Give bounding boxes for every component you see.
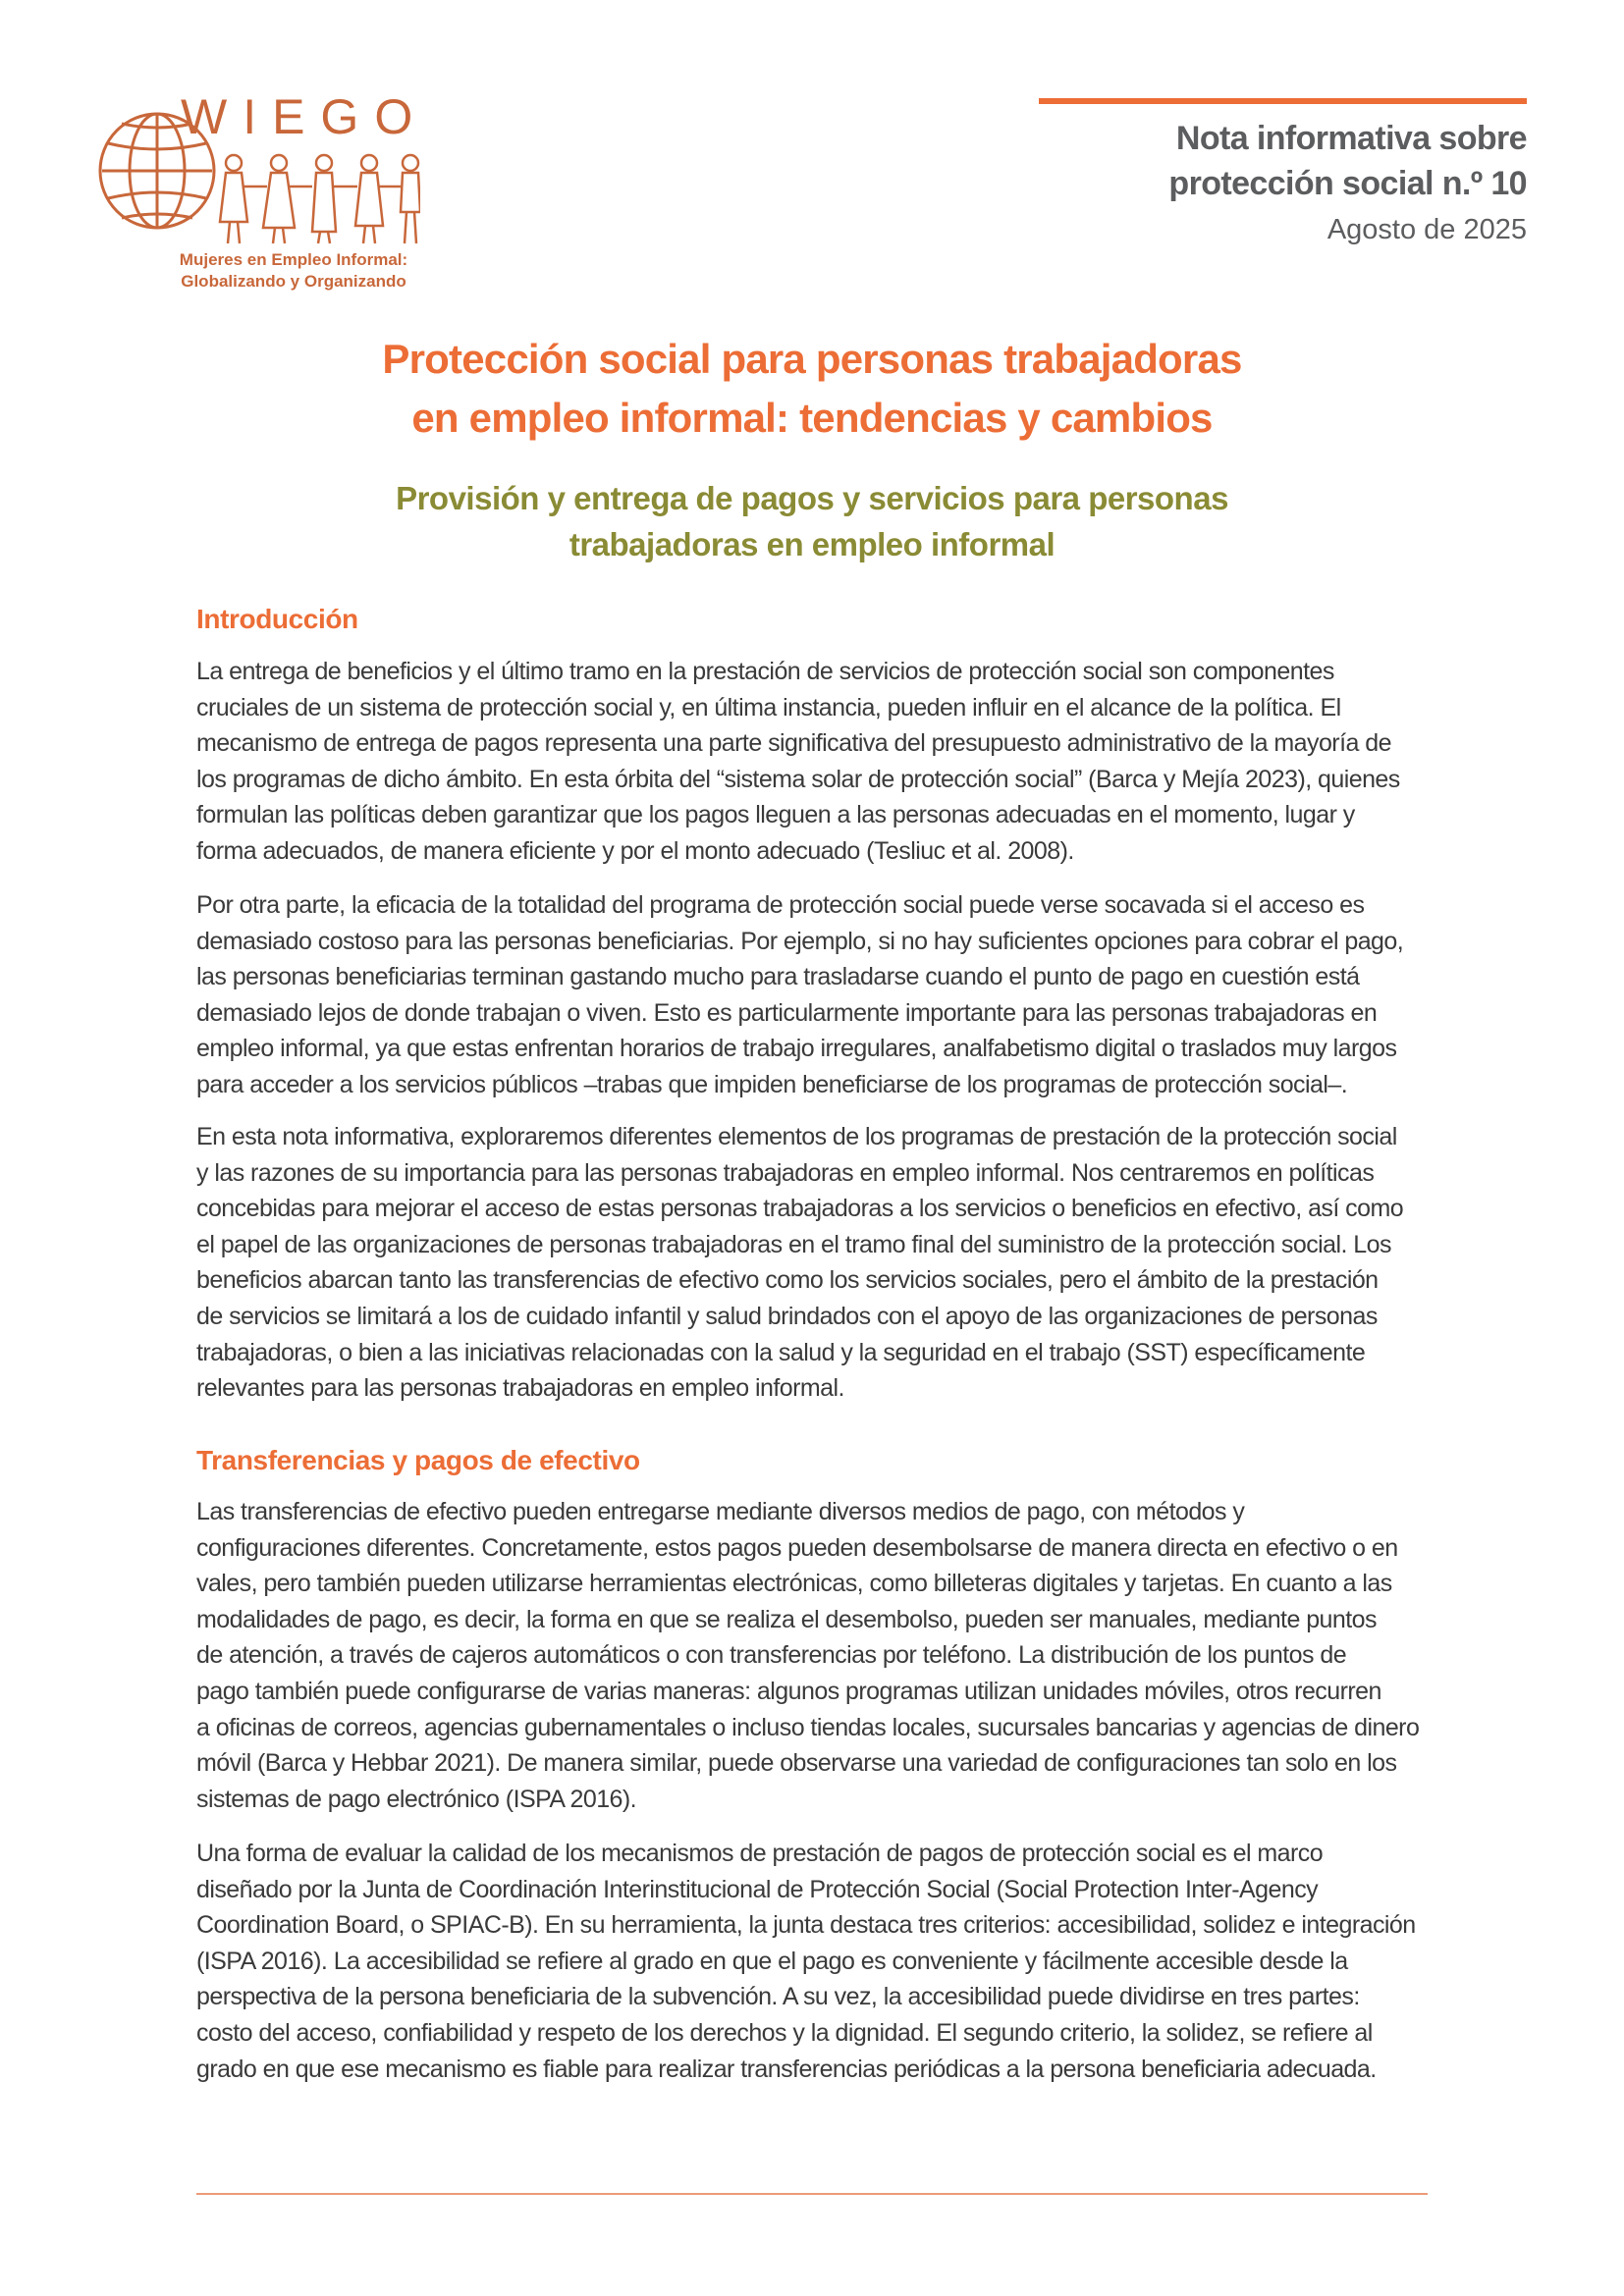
wiego-logo [96,89,429,298]
text-line: diseñado por la Junta de Coordinación Interinstitucional de Protección Social (Social Protection Inter-Agency [196,1875,1319,1903]
document-title [196,330,1428,448]
text-line: cruciales de un sistema de protección social y, en última instancia, pueden influir en el alcance de la política. El [196,693,1341,721]
text-line: empleo informal, ya que estas enfrentan horarios de trabajo irregulares, analfabetismo digital o traslados muy largos [196,1035,1397,1063]
text-line: configuraciones diferentes. Concretamente, estos pagos pueden desembolsarse de manera directa en efectivo o en [196,1533,1398,1562]
paragraph [196,887,1432,1103]
text-line: Una forma de evaluar la calidad de los mecanismos de prestación de pagos de protección social es el marco [196,1840,1324,1867]
text-line: las personas beneficiarias terminan gastando mucho para trasladarse cuando el punto de pago en cuestión está [196,963,1360,991]
paragraph [196,1494,1432,1817]
note-title-line: Nota informativa sobre [1175,120,1527,157]
text-line: de servicios se limitará a los de cuidado infantil y salud brindados con el apoyo de las organizaciones de personas [196,1302,1378,1330]
text-line: grado en que ese mecanismo es fiable para realizar transferencias periódicas a la persona beneficiaria adecuada. [196,2055,1377,2083]
paragraph [196,1119,1432,1407]
header-accent-rule [1039,98,1527,104]
text-line: trabajadoras, o bien a las iniciativas relacionadas con la salud y la seguridad en el trabajo (SST) específicamente [196,1338,1366,1366]
text-line: sistemas de pago electrónico (ISPA 2016). [196,1785,637,1813]
text-line: para acceder a los servicios públicos –trabas que impiden beneficiarse de los programas de protección social–. [196,1070,1348,1098]
footer-rule [196,2193,1428,2195]
paragraph [196,654,1432,870]
text-line: móvil (Barca y Hebbar 2021). De manera similar, puede observarse una variedad de configuraciones tan solo en los [196,1749,1397,1778]
logo-tagline-line: Globalizando y Organizando [181,272,406,291]
text-line: formulan las políticas deben garantizar que los pagos lleguen a las personas adecuadas en el momento, lugar y [196,801,1355,829]
document-subtitle-line: trabajadoras en empleo informal [568,526,1056,562]
text-line: perspectiva de la persona beneficiaria de la subvención. A su vez, la accesibilidad puede dividirse en tres partes: [196,1983,1360,2011]
text-line: relevantes para las personas trabajadoras en empleo informal. [196,1374,844,1403]
logo-tagline [165,249,422,293]
note-info [1168,116,1527,251]
text-line: forma adecuados, de manera eficiente y por el monto adecuado (Tesliuc et al. 2008). [196,836,1074,865]
note-title-line: protección social n.º 10 [1168,165,1527,202]
text-line: Coordination Board, o SPIAC-B). En su herramienta, la junta destaca tres criterios: accesibilidad, solidez e integración [196,1911,1416,1940]
note-date: Agosto de 2025 [1326,214,1527,245]
text-line: de atención, a través de cajeros automáticos o con transferencias por teléfono. La distribución de los puntos de [196,1641,1347,1670]
text-line: concebidas para mejorar el acceso de estas personas trabajadoras a los servicios o beneficios en efectivo, así como [196,1195,1404,1223]
paragraph [196,1836,1432,2087]
text-line: pago también puede configurarse de varias maneras: algunos programas utilizan unidades móviles, otros recurren [196,1677,1381,1705]
text-line: demasiado costoso para las personas beneficiarias. Por ejemplo, si no hay suficientes opciones para cobrar el pago, [196,927,1404,955]
logo-tagline-line: Mujeres en Empleo Informal: [179,250,408,269]
document-subtitle-line: Provisión y entrega de pagos y servicios para personas [396,480,1228,516]
text-line: demasiado lejos de donde trabajan o viven. Esto es particularmente importante para las personas trabajadoras en [196,998,1378,1027]
text-line: costo del acceso, confiabilidad y respeto de los derechos y la dignidad. El segundo criterio, la solidez, se refiere al [196,2018,1373,2047]
document-title-line: en empleo informal: tendencias y cambios [411,395,1213,441]
text-line: En esta nota informativa, exploraremos diferentes elementos de los programas de prestación de la protección social [196,1123,1397,1150]
document-subtitle [196,475,1428,567]
text-line: (ISPA 2016). La accesibilidad se refiere al grado en que el pago es conveniente y fácilmente accesible desde la [196,1947,1348,1975]
logo-wordmark: WIEGO [181,89,429,144]
text-line: mecanismo de entrega de pagos representa una parte significativa del presupuesto administrativo de la mayoría de [196,729,1391,758]
text-line: Por otra parte, la eficacia de la totalidad del programa de protección social puede verse socavada si el acceso es [196,891,1365,919]
section-heading-introduccion: Introducción [196,604,358,634]
section-heading-transferencias: Transferencias y pagos de efectivo [196,1445,640,1475]
text-line: Las transferencias de efectivo pueden entregarse mediante diversos medios de pago, con métodos y [196,1498,1245,1525]
text-line: a oficinas de correos, agencias gubernamentales o incluso tiendas locales, sucursales bancarias y agencias de dinero [196,1713,1420,1741]
text-line: La entrega de beneficios y el último tramo en la prestación de servicios de protección social son componentes [196,658,1334,685]
text-line: beneficios abarcan tanto las transferencias de efectivo como los servicios sociales, pero el ámbito de la prestación [196,1266,1379,1295]
text-line: y las razones de su importancia para las personas trabajadoras en empleo informal. Nos centraremos en políticas [196,1158,1375,1187]
text-line: modalidades de pago, es decir, la forma en que se realiza el desembolso, pueden ser manuales, mediante puntos [196,1605,1377,1633]
text-line: el papel de las organizaciones de personas trabajadoras en el tramo final del suministro de la protección social. Los [196,1230,1391,1258]
document-title-line: Protección social para personas trabajadoras [382,336,1242,382]
text-line: vales, pero también pueden utilizarse herramientas electrónicas, como billeteras digitales y tarjetas. En cuanto a las [196,1570,1392,1598]
text-line: los programas de dicho ámbito. En esta órbita del “sistema solar de protección social” (Barca y Mejía 2023), quienes [196,765,1400,793]
